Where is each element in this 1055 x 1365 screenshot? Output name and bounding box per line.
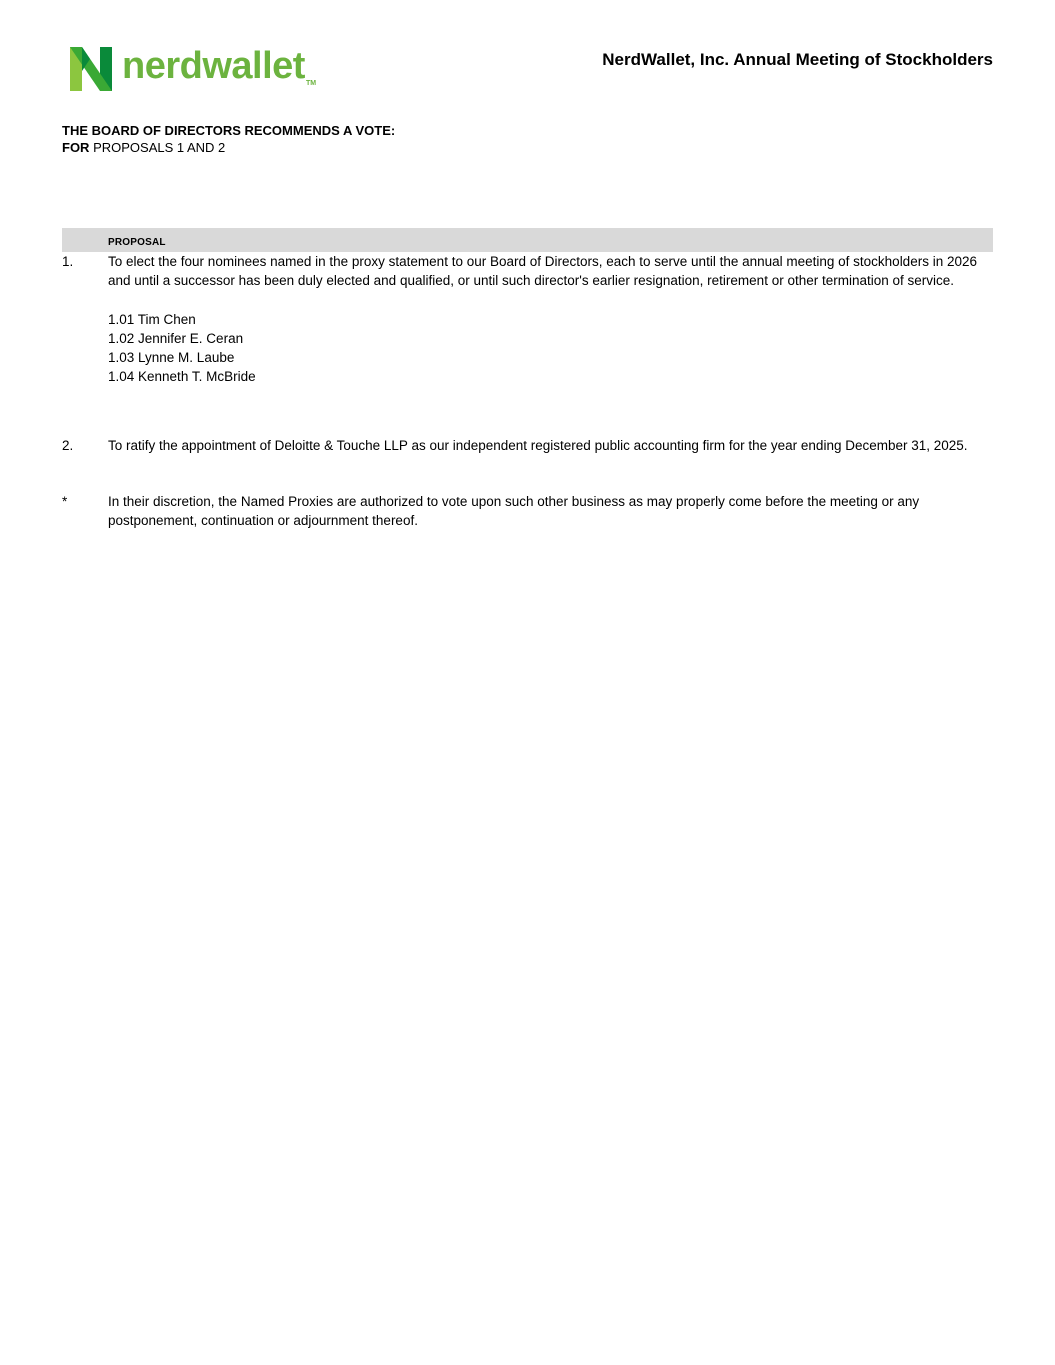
nominee-item: 1.02 Jennifer E. Ceran <box>108 330 244 346</box>
recommendation-for: FOR <box>62 140 90 155</box>
proposal-item <box>62 492 993 531</box>
proposal-text: In their discretion, the Named Proxies are authorized to vote upon such other business as may properly come before the meeting or any postponement, continuation or adjournment thereof. <box>108 494 920 529</box>
proposal-item <box>62 252 993 387</box>
recommendation-heading: THE BOARD OF DIRECTORS RECOMMENDS A VOTE: <box>62 123 396 138</box>
meeting-title: NerdWallet, Inc. Annual Meeting of Stockholders <box>602 50 993 69</box>
proposal-text: To ratify the appointment of Deloitte & Touche LLP as our independent registered public accounting firm for the year ending December 31, 2025. <box>108 438 968 453</box>
recommendation-line <box>62 139 395 156</box>
nominee-item: 1.03 Lynne M. Laube <box>108 350 235 366</box>
proposal-number: * <box>62 494 68 509</box>
nominee-list <box>108 310 993 387</box>
recommendation-proposals: PROPOSALS 1 AND 2 <box>89 140 226 155</box>
proposal-header-bar <box>62 228 993 252</box>
board-recommendation <box>62 122 395 156</box>
nominee-item: 1.01 Tim Chen <box>108 311 196 327</box>
nerdwallet-logo <box>70 47 316 91</box>
proposal-text: To elect the four nominees named in the proxy statement to our Board of Directors, each to serve until the annual meeting of stockholders in 2026 and until a successor has been duly elected and qualified, or until such director's earlier resignation, retirement or other termination of service. <box>108 254 977 289</box>
logo-wordmark: nerdwallet <box>122 45 305 87</box>
proposal-item <box>62 436 993 455</box>
nominee-item: 1.04 Kenneth T. McBride <box>108 369 256 385</box>
logo-trademark: TM <box>305 79 317 87</box>
proposal-header-label: PROPOSAL <box>108 237 166 248</box>
proposal-number: 2. <box>62 438 74 453</box>
nerdwallet-n-icon <box>70 47 112 91</box>
proposal-number: 1. <box>62 254 74 269</box>
